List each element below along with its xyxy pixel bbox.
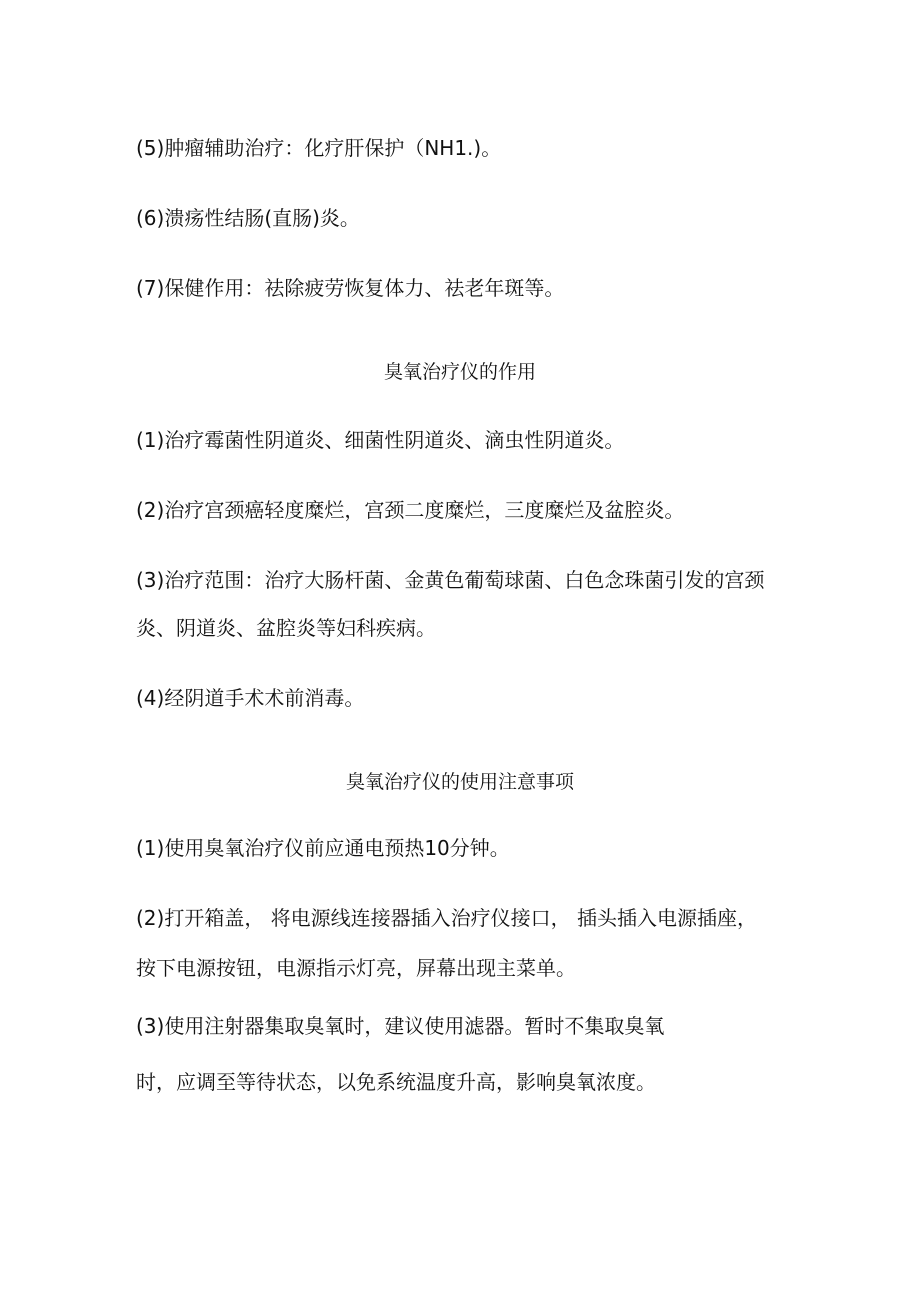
section-heading: 臭氧治疗仪的作用 <box>384 361 537 383</box>
list-item: (4)经阴道手术术前消毒。 <box>136 686 365 710</box>
list-item: (3)使用注射器集取臭氧时，建议使用滤器。暂时不集取臭氧 <box>136 1014 665 1038</box>
list-item: (6)溃疡性结肠(直肠)炎。 <box>136 206 360 230</box>
list-item: (1)治疗霉菌性阴道炎、细菌性阴道炎、滴虫性阴道炎。 <box>136 428 625 452</box>
list-item: (3)治疗范围：治疗大肠杆菌、金黄色葡萄球菌、白色念珠菌引发的宫颈 <box>136 568 765 592</box>
list-item: (2)治疗宫颈癌轻度糜烂，宫颈二度糜烂，三度糜烂及盆腔炎。 <box>136 498 685 522</box>
section-heading: 臭氧治疗仪的使用注意事项 <box>346 771 575 793</box>
list-item-continuation: 按下电源按钮，电源指示灯亮，屏幕出现主菜单。 <box>136 956 576 980</box>
list-item-continuation: 时，应调至等待状态，以免系统温度升高，影响臭氧浓度。 <box>136 1070 656 1094</box>
list-item: (7)保健作用：祛除疲劳恢复体力、祛老年斑等。 <box>136 276 565 300</box>
list-item-continuation: 炎、阴道炎、盆腔炎等妇科疾病。 <box>136 616 436 640</box>
list-item: (1)使用臭氧治疗仪前应通电预热10分钟。 <box>136 836 510 860</box>
list-item: (5)肿瘤辅助治疗：化疗肝保护（NH1.)。 <box>136 136 502 160</box>
list-item: (2)打开箱盖， 将电源线连接器插入治疗仪接口， 插头插入电源插座， <box>136 906 758 930</box>
